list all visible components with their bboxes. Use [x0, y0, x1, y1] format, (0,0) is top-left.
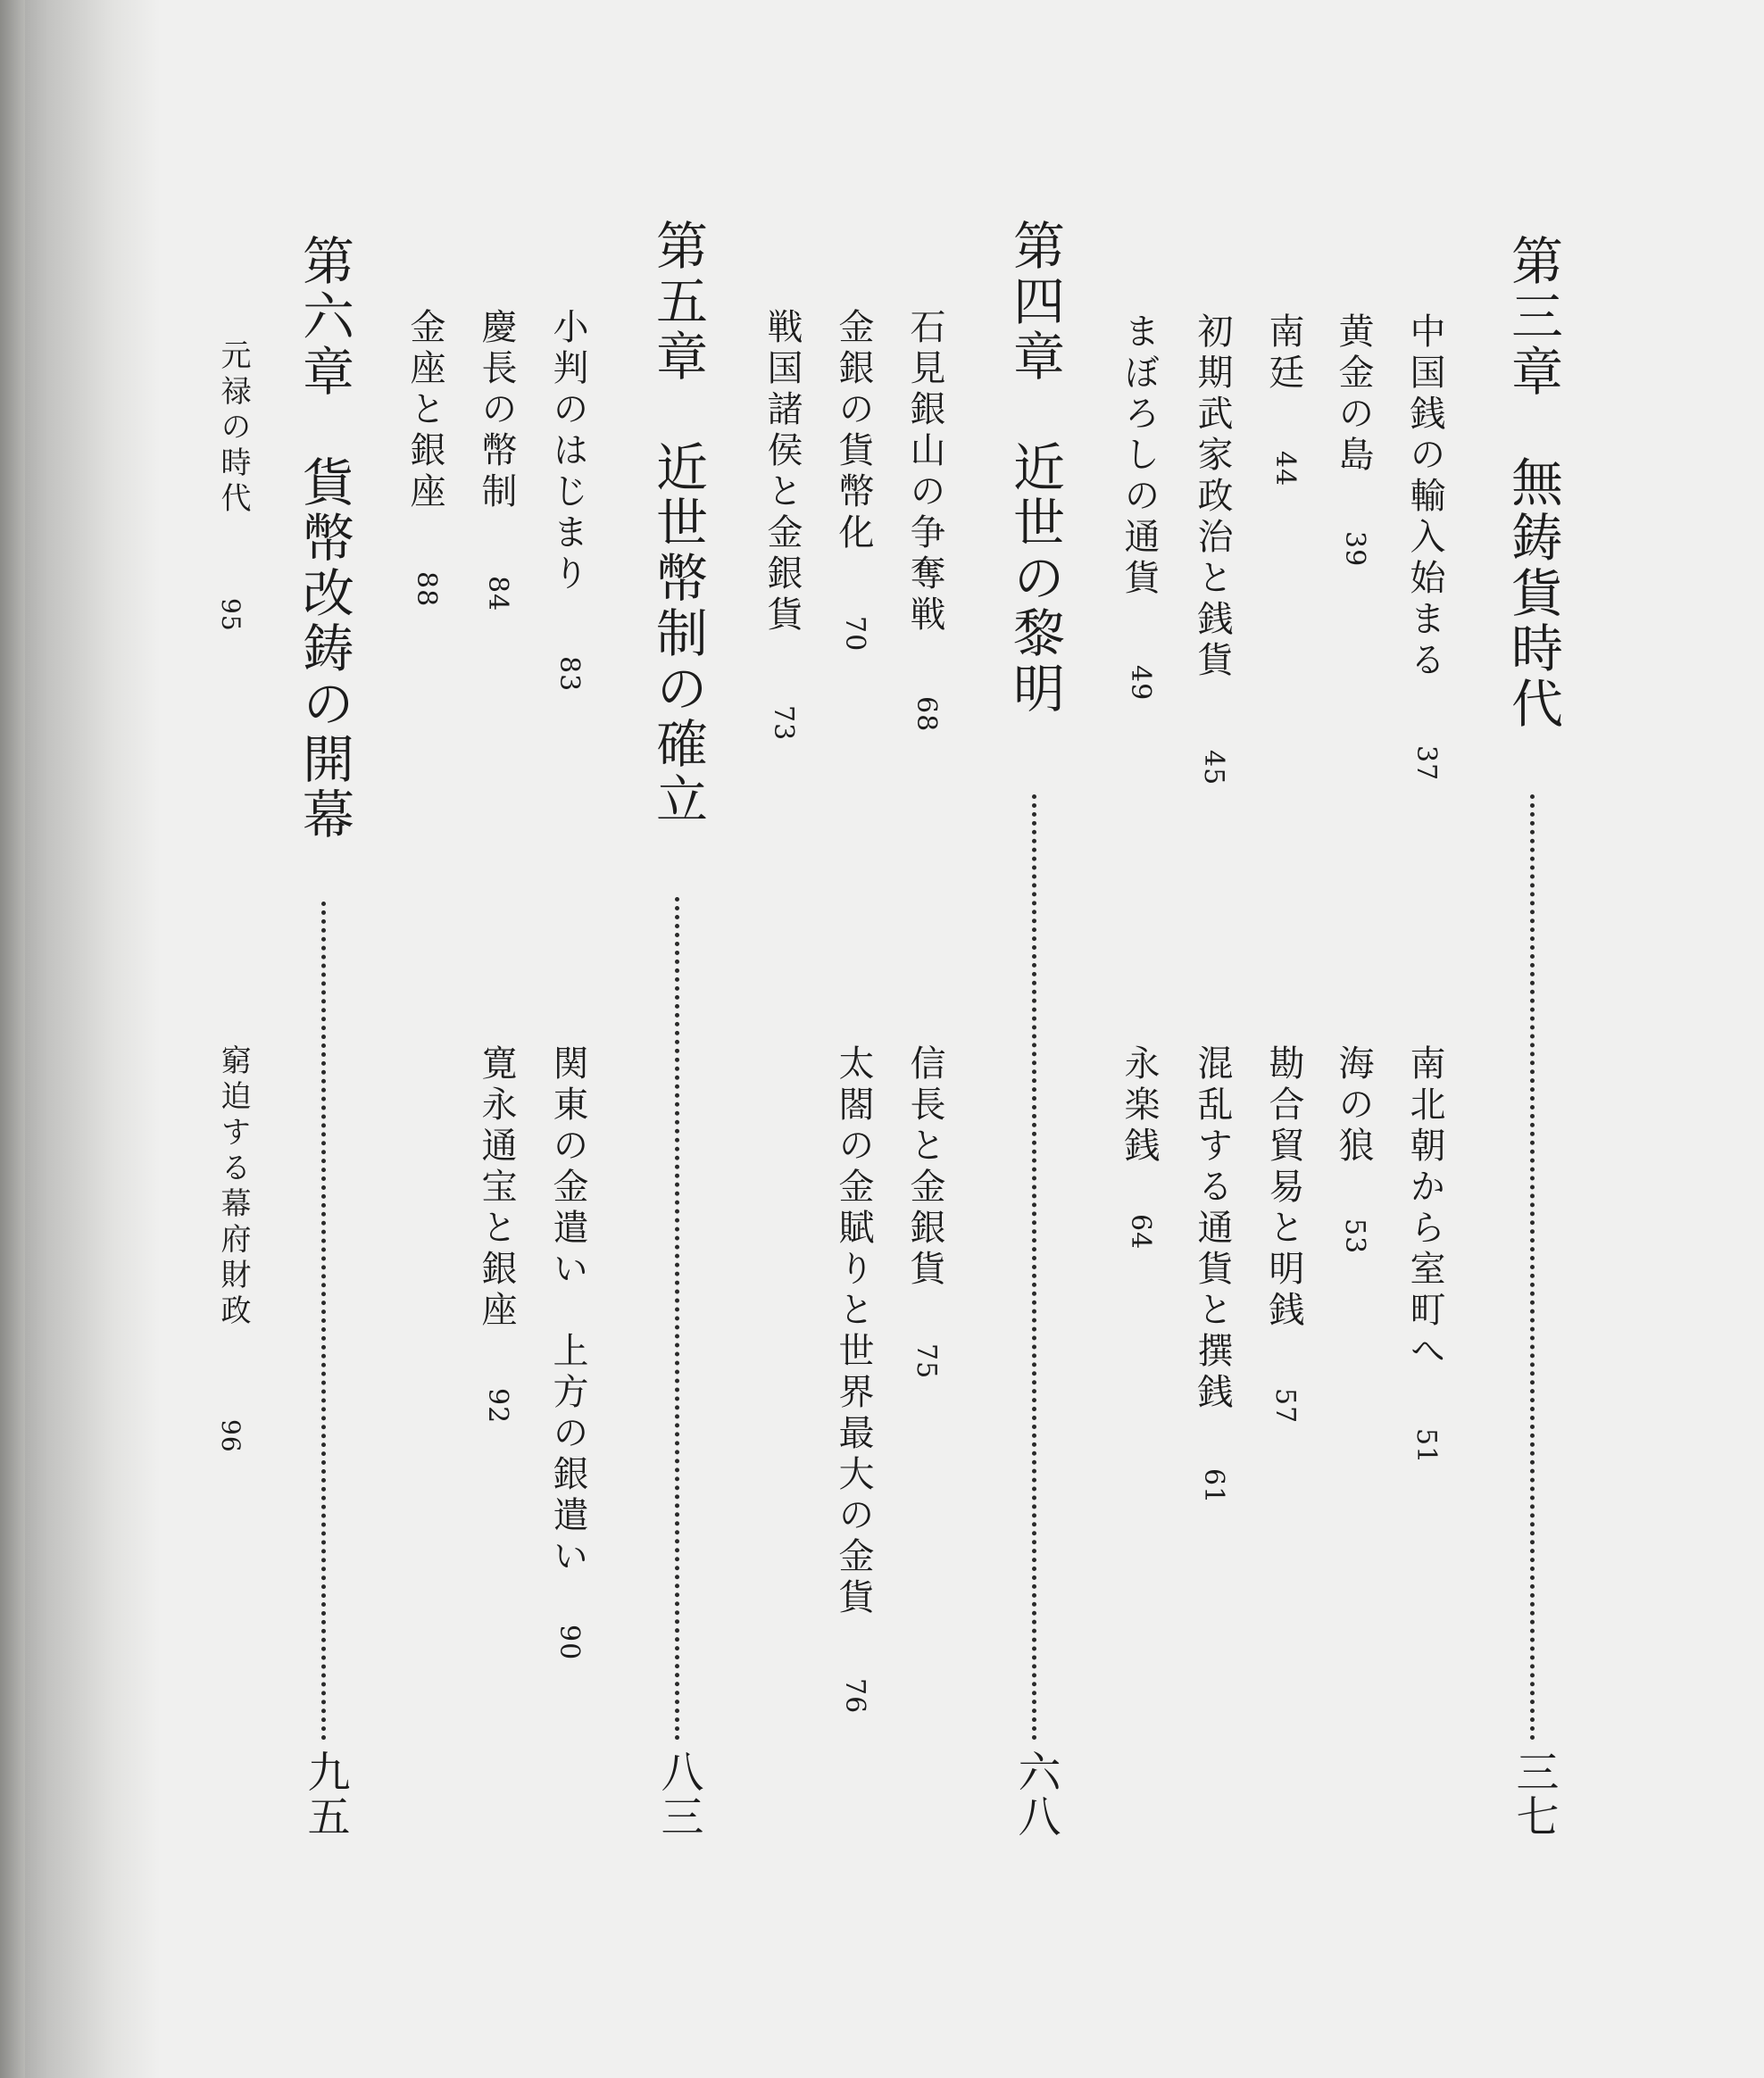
toc-section: 元禄の時代 [215, 339, 251, 518]
chapter-3-leader [1530, 794, 1535, 1741]
toc-section-page: 73 [768, 705, 799, 742]
chapter-4-leader [1032, 794, 1036, 1741]
toc-section-page: 75 [911, 1343, 942, 1380]
toc-section: 混乱する通貨と撰銭 [1192, 1044, 1233, 1414]
toc-section: 窮迫する幕府財政 [215, 1044, 251, 1330]
chapter-5-leader [675, 897, 679, 1741]
toc-section: 石見銀山の争奪戦 [904, 308, 945, 636]
toc-section-page: 68 [911, 696, 942, 733]
toc-section-page: 76 [839, 1678, 870, 1715]
toc-section-page: 95 [216, 598, 245, 632]
toc-section: 永楽銭 [1119, 1044, 1160, 1168]
toc-section: 黄金の島 [1333, 312, 1374, 477]
toc-section: 金座と銀座 [404, 308, 445, 513]
toc-section: 信長と金銀貨 [904, 1044, 945, 1291]
toc-section-page: 39 [1339, 531, 1370, 568]
toc-section-page: 84 [482, 576, 513, 612]
toc-section-page: 64 [1125, 1214, 1156, 1251]
page-edge [0, 0, 25, 2078]
toc-section: 金銀の貨幣化 [833, 308, 874, 554]
toc-section: 初期武家政治と銭貨 [1192, 312, 1233, 682]
chapter-5-page: 八三 [653, 1750, 703, 1839]
chapter-4-page: 六八 [1011, 1750, 1061, 1839]
chapter-6-leader [321, 902, 326, 1741]
chapter-4-title: 第四章 近世の黎明 [1004, 219, 1065, 717]
toc-section: 慶長の幣制 [476, 308, 517, 513]
toc-section-page: 57 [1269, 1388, 1301, 1425]
chapter-6-title: 第六章 貨幣改鋳の開幕 [294, 234, 354, 843]
toc-section-page: 90 [553, 1625, 585, 1661]
toc-section: 南北朝から室町へ [1404, 1044, 1445, 1373]
toc-section: 小判のはじまり [547, 308, 588, 595]
toc-section-page: 61 [1198, 1468, 1229, 1505]
toc-section-page: 70 [839, 616, 870, 652]
toc-section: 中国銭の輸入始まる [1404, 312, 1445, 682]
toc-section: 寛永通宝と銀座 [476, 1044, 517, 1332]
toc-section-page: 92 [482, 1388, 513, 1425]
toc-section: 勘合貿易と明銭 [1263, 1044, 1304, 1332]
toc-section-page: 45 [1198, 750, 1229, 786]
chapter-3-title: 第三章 無鋳貨時代 [1502, 234, 1563, 732]
toc-section-page: 53 [1339, 1218, 1370, 1255]
toc-section-page: 51 [1410, 1428, 1442, 1465]
toc-section: 海の狼 [1333, 1044, 1374, 1168]
toc-section: まぼろしの通貨 [1119, 312, 1160, 600]
toc-section-page: 96 [216, 1419, 245, 1453]
toc-section-page: 37 [1410, 745, 1442, 782]
chapter-6-page: 九五 [300, 1750, 350, 1839]
chapter-5-title: 第五章 近世幣制の確立 [647, 219, 708, 827]
chapter-3-page: 三七 [1509, 1750, 1559, 1839]
toc-section: 太閤の金賦りと世界最大の金貨 [833, 1044, 874, 1619]
toc-section-page: 49 [1125, 665, 1156, 702]
toc-section: 戦国諸侯と金銀貨 [761, 308, 803, 636]
toc-section: 関東の金遣い 上方の銀遣い [547, 1044, 588, 1578]
toc-section: 南廷 [1263, 312, 1304, 395]
toc-section-page: 44 [1269, 451, 1301, 487]
toc-section-page: 83 [553, 656, 585, 693]
toc-section-page: 88 [411, 571, 442, 608]
